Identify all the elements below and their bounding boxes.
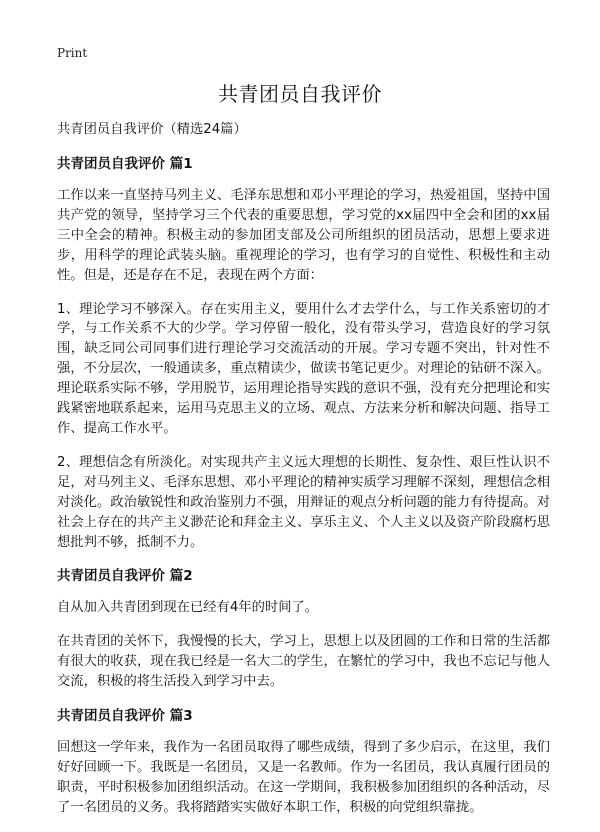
section-1	[57, 154, 550, 552]
document-subtitle: 共青团员自我评价（精选24篇）	[57, 122, 247, 137]
section-3	[57, 706, 550, 818]
document-body	[57, 120, 550, 832]
paragraph: 1、理论学习不够深入。存在实用主义，要用什么才去学什么，与工作关系密切的才学，与工作关系不大的少学。学习停留一般化，没有带头学习，营造良好的学习氛围，缺乏同公司同事们进行理论学习交流活动的开展。学习专题不突出，针对性不强，不分层次，一般通读多，重点精读少，做读书笔记更少。对理论的钻研不深入。理论联系实际不够，学用脱节，运用理论指导实践的意识不强，没有充分把理论和实践紧密地联系起来，运用马克思主义的立场、观点、方法来分析和解决问题、指导工作、提高工作水平。	[57, 301, 550, 436]
paragraph: 在共青团的关怀下，我慢慢的长大，学习上，思想上以及团圆的工作和日常的生活都有很大的收获，现在我已经是一名大二的学生，在繁忙的学习中，我也不忘记与他人交流，积极的将生活投入到学习中去。	[57, 634, 550, 690]
print-link[interactable]: Print	[57, 46, 88, 60]
paragraph: 工作以来一直坚持马列主义、毛泽东思想和邓小平理论的学习，热爱祖国，坚持中国共产党的领导，坚持学习三个代表的重要思想，学习党的xx届四中全会和团的xx届三中全会的精神。积极主动的参加团支部及公司所组织的团员活动，思想上要求进步，用科学的理论武装头脑。重视理论的学习，也有学习的自觉性、积极性和主动性。但是，还是存在不足，表现在两个方面：	[57, 188, 550, 283]
section-heading: 共青团员自我评价 篇2	[57, 568, 193, 585]
document-title: 共青团员自我评价	[218, 82, 382, 106]
paragraph: 2、理想信念有所淡化。对实现共产主义远大理想的长期性、复杂性、艰巨性认识不足，对马列主义、毛泽东思想、邓小平理论的精神实质学习理解不深刻，理想信念相对淡化。政治敏锐性和政治鉴别力不强，用辩证的观点分析问题的能力有待提高。对社会上存在的共产主义渺茫论和拜金主义、享乐主义、个人主义以及资产阶段腐朽思想批判不够，抵制不力。	[57, 454, 550, 550]
section-2	[57, 566, 550, 692]
paragraph: 回想这一学年来，我作为一名团员取得了哪些成绩，得到了多少启示，在这里，我们好好回顾一下。我既是一名团员，又是一名教师。作为一名团员，我认真履行团员的职责，平时积极参加团组织活动。在这一学期间，我积极参加团组织的各种活动，尽了一名团员的义务。我将踏踏实实做好本职工作，积极的向党组织靠拢。	[57, 740, 550, 815]
section-heading: 共青团员自我评价 篇1	[57, 156, 193, 172]
section-heading: 共青团员自我评价 篇3	[57, 708, 193, 725]
paragraph: 自从加入共青团到现在已经有4年的时间了。	[57, 600, 319, 616]
